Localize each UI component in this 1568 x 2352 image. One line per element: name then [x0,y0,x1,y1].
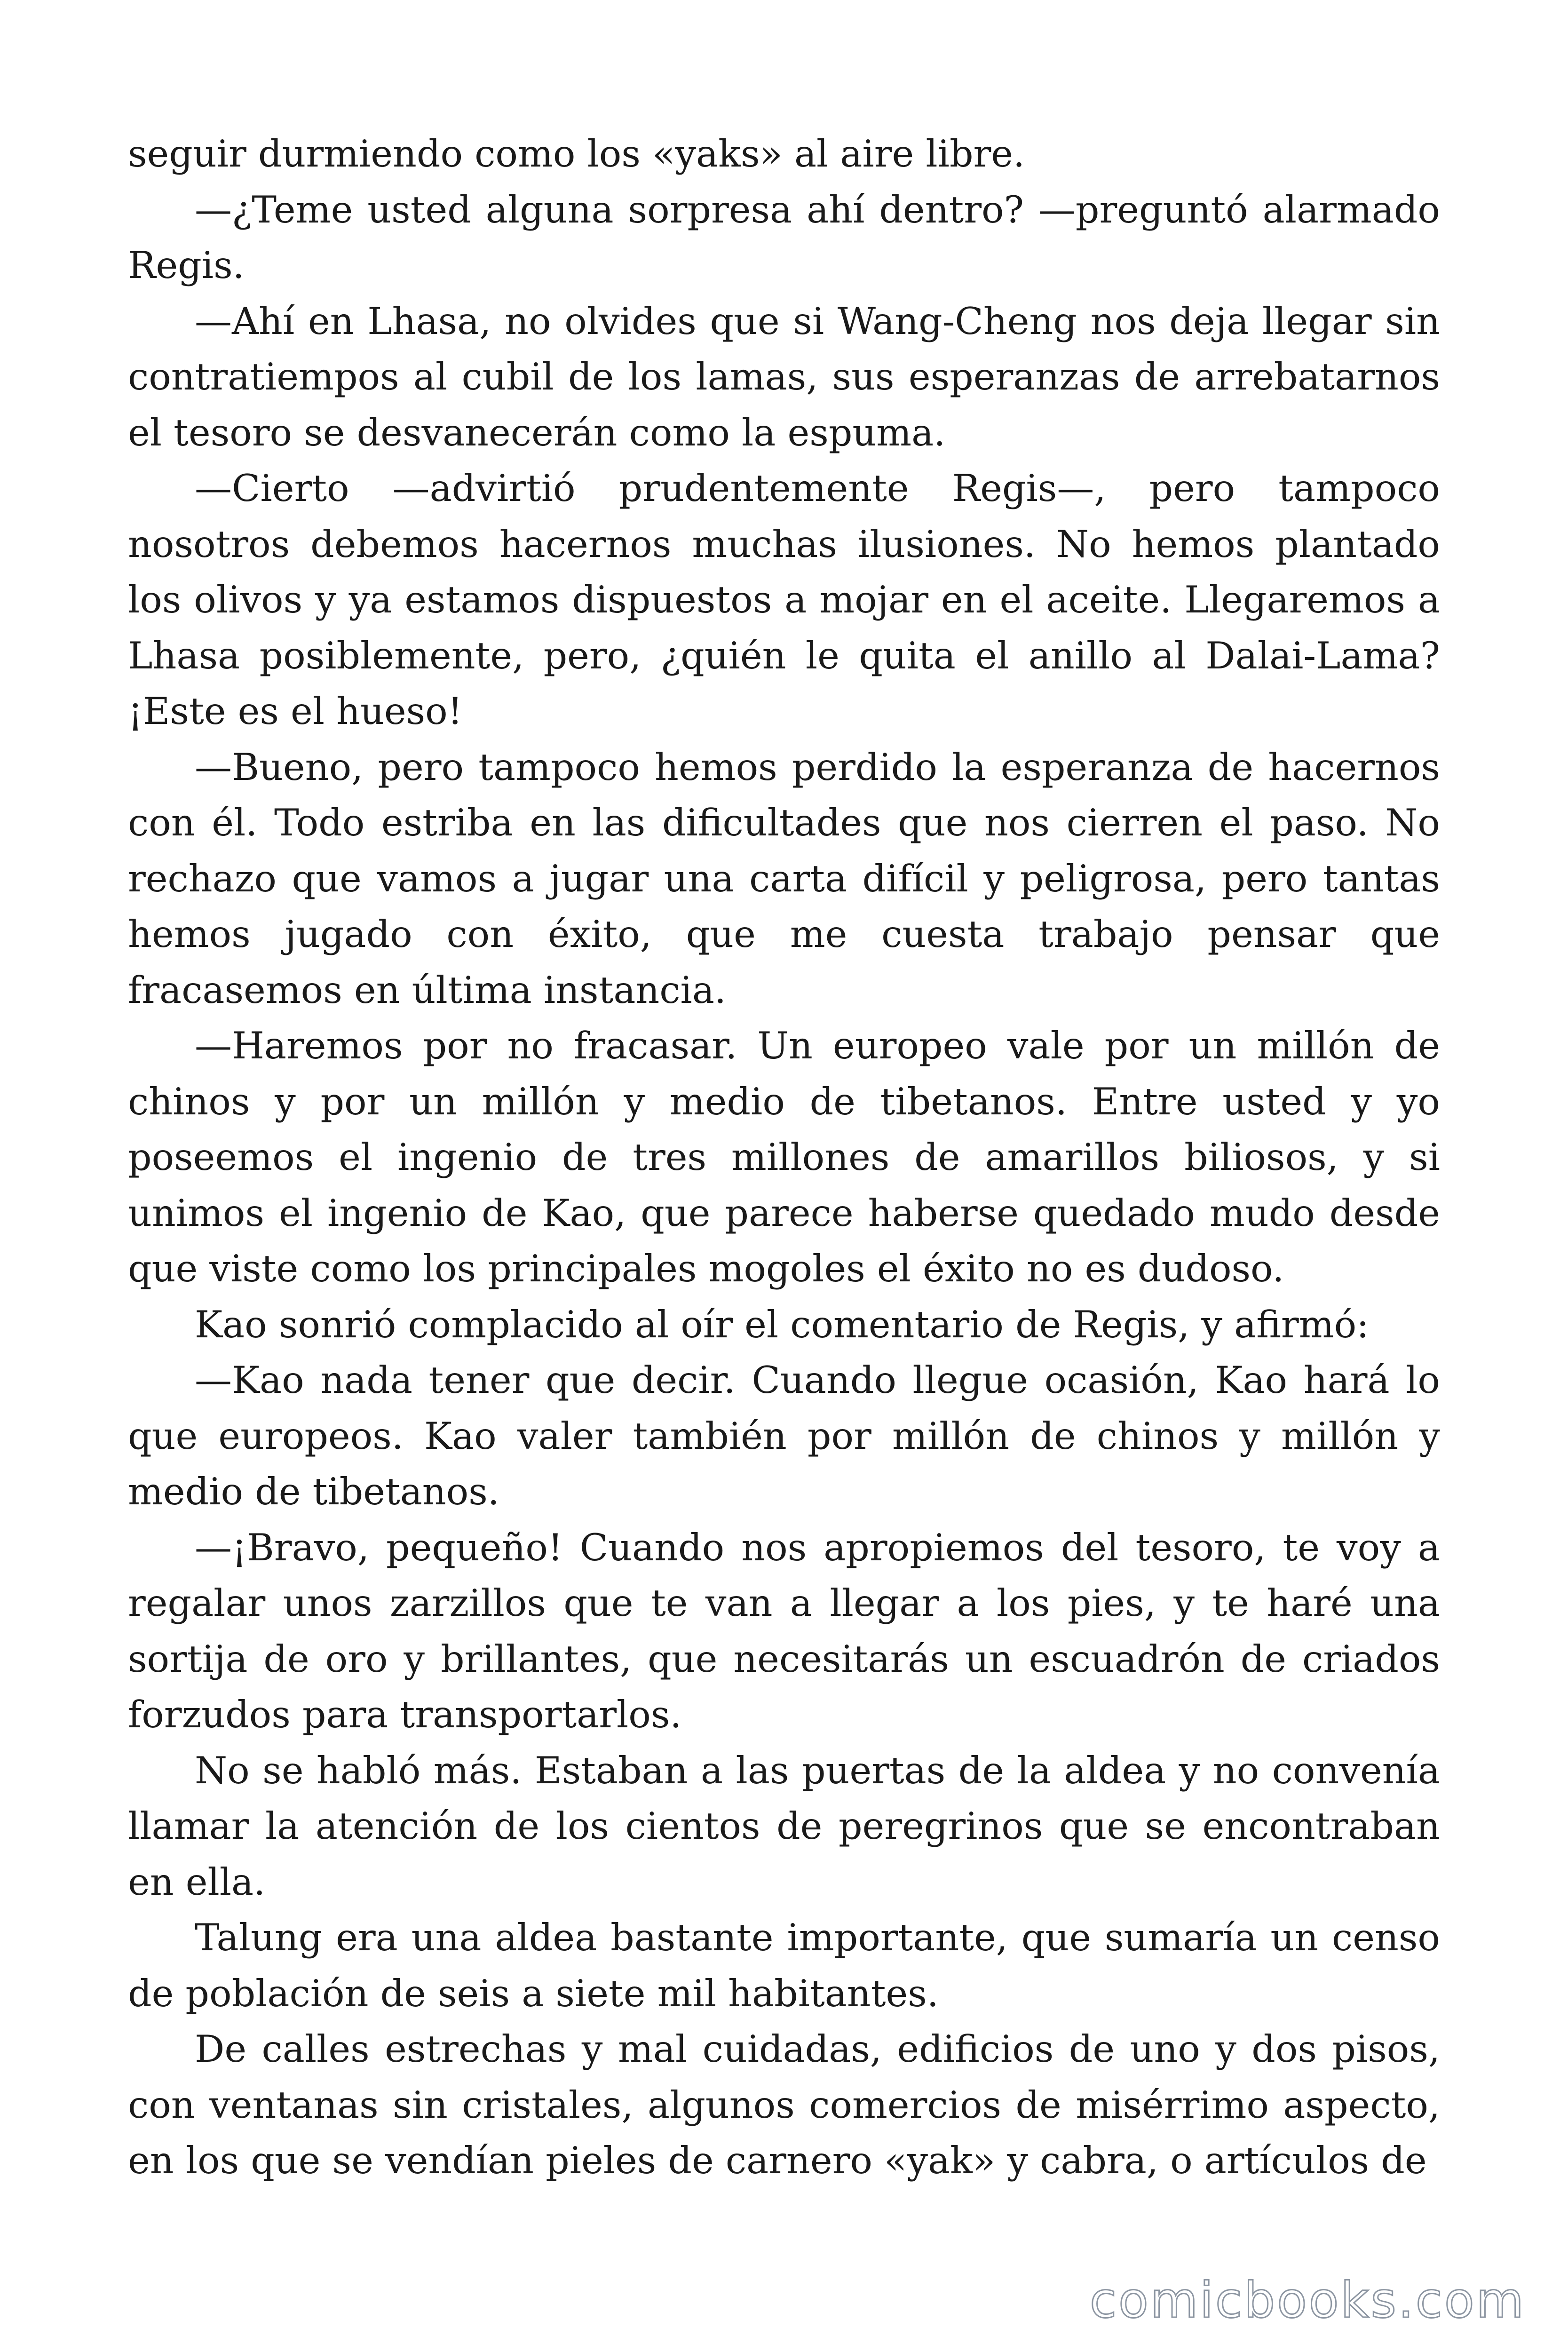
paragraph: —¡Bravo, pequeño! Cuando nos apropiemos del tesoro, te voy a regalar unos zarzillos que te van a llegar a los pies, y te haré una sortija de oro y brillantes, que necesitarás un escuadrón de criados forzudos para transportarlos. [128,1526,1440,1736]
paragraph: —Kao nada tener que decir. Cuando llegue ocasión, Kao hará lo que europeos. Kao valer también por millón de chinos y millón y medio de tibetanos. [128,1359,1440,1513]
paragraph: —Haremos por no fracasar. Un europeo vale por un millón de chinos y por un millón y medio de tibetanos. Entre usted y yo poseemos el ingenio de tres millones de amarillos biliosos, y si unimos el ingenio de Kao, que parece haberse quedado mudo desde que viste como los principales mogoles el éxito no es dudoso. [128,1024,1440,1290]
paragraph: —Cierto —advirtió prudentemente Regis—, pero tampoco nosotros debemos hacernos muchas ilusiones. No hemos plantado los olivos y ya estamos dispuestos a mojar en el aceite. Llegaremos a Lhasa posiblemente, pero, ¿quién le quita el anillo al Dalai-Lama? ¡Este es el hueso! [128,467,1440,733]
paragraph: No se habló más. Estaban a las puertas de la aldea y no convenía llamar la atención de los cientos de peregrinos que se encontraban en ella. [128,1748,1440,1904]
body-text [128,126,1440,2189]
paragraph: seguir durmiendo como los «yaks» al aire libre. [128,132,1025,175]
paragraph: —Ahí en Lhasa, no olvides que si Wang-Cheng nos deja llegar sin contratiempos al cubil de los lamas, sus esperanzas de arrebatarnos el tesoro se desvanecerán como la espuma. [128,299,1440,454]
paragraph: Kao sonrió complacido al oír el comentario de Regis, y afirmó: [195,1303,1369,1346]
paragraph: —¿Teme usted alguna sorpresa ahí dentro? —preguntó alarmado Regis. [128,188,1440,287]
paragraph: De calles estrechas y mal cuidadas, edificios de uno y dos pisos, con ventanas sin cristales, algunos comercios de misérrimo aspecto, en los que se vendían pieles de carnero «yak» y cabra, o artículos de [128,2027,1440,2182]
watermark: comicbooks.com [1089,2272,1526,2329]
paragraph: Talung era una aldea bastante importante, que sumaría un censo de población de seis a siete mil habitantes. [128,1916,1440,2015]
paragraph: —Bueno, pero tampoco hemos perdido la esperanza de hacernos con él. Todo estriba en las dificultades que nos cierren el paso. No rechazo que vamos a jugar una carta difícil y peligrosa, pero tantas hemos jugado con éxito, que me cuesta trabajo pensar que fracasemos en última instancia. [128,745,1440,1012]
